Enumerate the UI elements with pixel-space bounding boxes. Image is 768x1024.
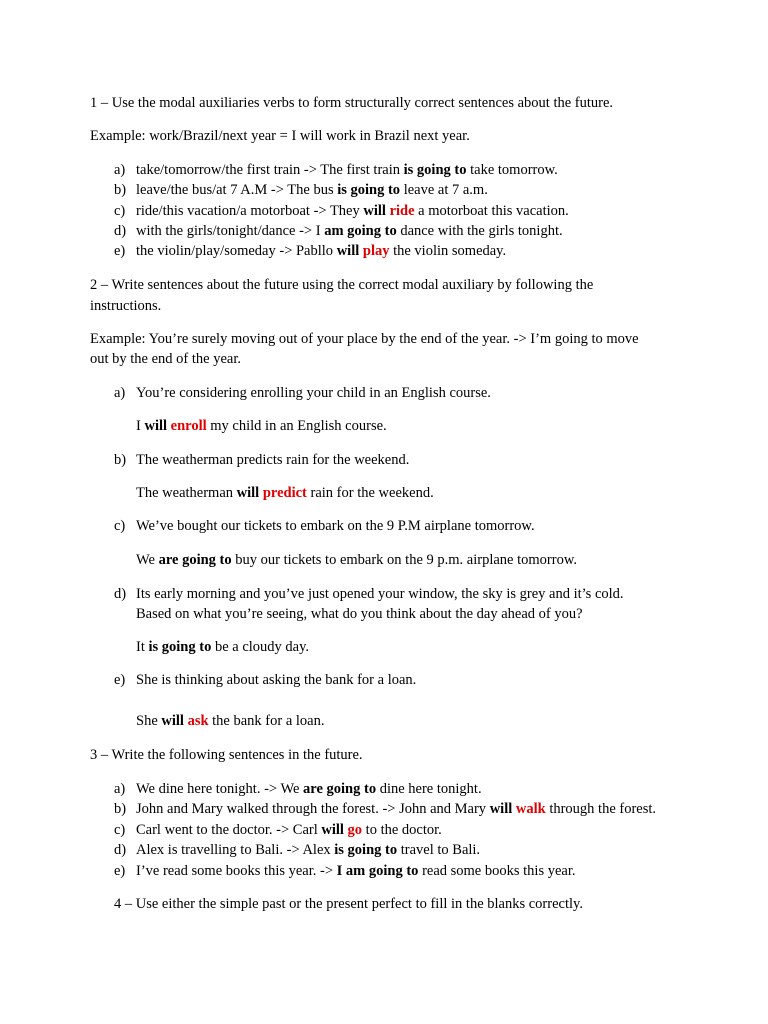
section3-item-b-marker: b) xyxy=(114,801,127,817)
section2-item-b-marker: b) xyxy=(114,452,127,468)
section1-item-a: take/tomorrow/the first train -> The first train is going to take tomorrow. xyxy=(136,162,558,178)
section4-heading: 4 – Use either the simple past or the present perfect to fill in the blanks correctly. xyxy=(114,896,583,912)
section3-item-d: Alex is travelling to Bali. -> Alex is going to travel to Bali. xyxy=(136,842,481,858)
section3-item-e-marker: e) xyxy=(114,863,126,879)
section2-item-b-question: The weatherman predicts rain for the weekend. xyxy=(136,452,410,468)
section2-item-c-marker: c) xyxy=(114,518,126,534)
section1-example: Example: work/Brazil/next year = I will work in Brazil next year. xyxy=(90,128,470,144)
section2-item-a-question: You’re considering enrolling your child in an English course. xyxy=(136,385,491,401)
section2-item-d-question: Its early morning and you’ve just opened your window, the sky is grey and it’s cold. xyxy=(136,586,624,602)
section2-item-e-marker: e) xyxy=(114,672,126,688)
section2-item-a-answer: I will enroll my child in an English course. xyxy=(136,418,387,434)
section3-item-c-marker: c) xyxy=(114,822,126,838)
section1-item-d-marker: d) xyxy=(114,223,127,239)
section3-item-d-marker: d) xyxy=(114,842,127,858)
section1-item-c: ride/this vacation/a motorboat -> They will ride a motorboat this vacation. xyxy=(136,203,569,219)
section3-item-b: John and Mary walked through the forest. -> John and Mary will walk through the forest. xyxy=(136,801,657,817)
section2-item-c-question: We’ve bought our tickets to embark on the 9 P.M airplane tomorrow. xyxy=(136,518,535,534)
section3-item-a: We dine here tonight. -> We are going to dine here tonight. xyxy=(136,781,482,797)
section2-heading-line2: instructions. xyxy=(90,298,162,314)
section2-item-b-answer: The weatherman will predict rain for the weekend. xyxy=(136,485,434,501)
section2-item-d-marker: d) xyxy=(114,586,127,602)
section2-item-a-marker: a) xyxy=(114,385,126,401)
section2-item-c-answer: We are going to buy our tickets to embark on the 9 p.m. airplane tomorrow. xyxy=(136,552,577,568)
section2-item-d-answer: It is going to be a cloudy day. xyxy=(136,639,310,655)
section1-item-e-marker: e) xyxy=(114,243,126,259)
section1-item-b-marker: b) xyxy=(114,182,127,198)
section2-item-d-question-line2: Based on what you’re seeing, what do you think about the day ahead of you? xyxy=(136,606,583,622)
section1-item-d: with the girls/tonight/dance -> I am going to dance with the girls tonight. xyxy=(136,223,563,239)
section2-example-line1: Example: You’re surely moving out of your place by the end of the year. -> I’m going to move xyxy=(90,331,639,347)
section1-heading: 1 – Use the modal auxiliaries verbs to form structurally correct sentences about the future. xyxy=(90,95,614,111)
section1-item-c-marker: c) xyxy=(114,203,126,219)
section1-item-e: the violin/play/someday -> Pabllo will play the violin someday. xyxy=(136,243,507,259)
section2-example-line2: out by the end of the year. xyxy=(90,351,241,367)
section2-item-e-question: She is thinking about asking the bank for a loan. xyxy=(136,672,417,688)
section3-item-a-marker: a) xyxy=(114,781,126,797)
section2-item-e-answer: She will ask the bank for a loan. xyxy=(136,713,325,729)
section1-item-a-marker: a) xyxy=(114,162,126,178)
section3-item-e: I’ve read some books this year. -> I am going to read some books this year. xyxy=(136,863,576,879)
section1-item-b: leave/the bus/at 7 A.M -> The bus is going to leave at 7 a.m. xyxy=(136,182,488,198)
section3-item-c: Carl went to the doctor. -> Carl will go to the doctor. xyxy=(136,822,442,838)
section3-heading: 3 – Write the following sentences in the future. xyxy=(90,747,363,763)
section2-heading-line1: 2 – Write sentences about the future using the correct modal auxiliary by following the xyxy=(90,277,594,293)
